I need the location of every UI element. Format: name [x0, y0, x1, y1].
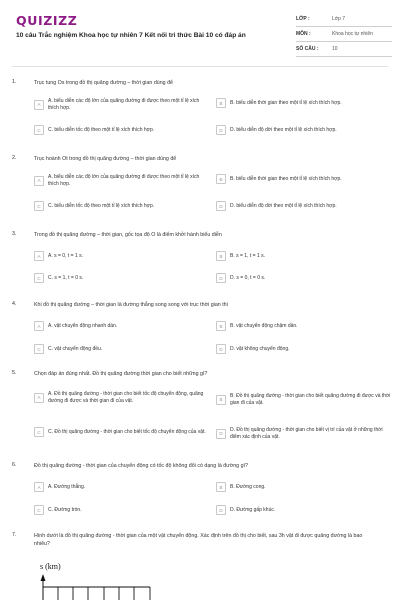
question-number: 4. [12, 301, 17, 307]
option-text: C. s = 1, t = 0 s. [48, 274, 84, 281]
question-number: 7. [12, 532, 17, 538]
distance-time-figure [26, 560, 166, 600]
option-key-box: A [34, 100, 44, 110]
option-b[interactable] [216, 174, 391, 184]
meta-value: Lớp 7 [332, 16, 346, 22]
option-key-box: D [216, 505, 226, 515]
question-text: Trục tung Os trong đồ thị quãng đường – thời gian dùng để [34, 80, 173, 86]
option-key-box: C [34, 273, 44, 283]
option-text: C. vật chuyển động đều. [48, 345, 103, 352]
option-key-box: A [34, 321, 44, 331]
y-axis-arrow [41, 574, 46, 581]
option-text: D. Đồ thị quãng đường - thời gian cho biết vị trí của vật ở những thời điểm xác định của vật. [230, 427, 383, 440]
option-key-box: D [216, 344, 226, 354]
option-text: D. s = 0, t = 0 s. [230, 274, 266, 281]
question-text: Trong đồ thị quãng đường – thời gian, gốc tọa độ O là điểm khởi hành biểu diễn [34, 232, 222, 238]
option-key-box: C [34, 201, 44, 211]
option-text: D. biểu diễn độ dời theo một tỉ lệ xích thích hợp. [230, 202, 337, 209]
option-key-box: B [216, 98, 226, 108]
option-key-box: D [216, 125, 226, 135]
option-d[interactable] [216, 505, 391, 515]
option-key-box: B [216, 482, 226, 492]
option-text: B. s = 1, t = 1 s. [230, 252, 266, 259]
option-text: A. biểu diễn các độ lớn của quãng đường đi được theo một tỉ lệ xích thích hợp. [48, 174, 200, 187]
option-key-box: A [34, 393, 44, 403]
option-c[interactable] [34, 505, 204, 515]
meta-row-class [296, 12, 392, 27]
question-number: 1. [12, 79, 17, 85]
question-text: Trục hoành Ot trong đồ thị quãng đường – thời gian dùng để [34, 156, 177, 162]
option-text: C. biểu diễn tốc độ theo một tỉ lệ xích thích hợp. [48, 126, 155, 133]
option-text: D. Đường gấp khúc. [230, 506, 276, 513]
option-d[interactable] [216, 201, 391, 211]
option-a[interactable] [34, 251, 204, 261]
question-number: 3. [12, 231, 17, 237]
option-b[interactable] [216, 482, 391, 492]
option-key-box: B [216, 251, 226, 261]
option-b[interactable] [216, 321, 391, 331]
option-key-box: A [34, 176, 44, 186]
meta-label: LỚP : [296, 16, 310, 22]
quizizz-logo: QUIZIZZ [16, 13, 78, 28]
question-text: Hình dưới là đồ thị quãng đường - thời gian của một vật chuyển động. Xác định trên đồ thị cho biết, sau 3h vật đi được quãng đường là bao nhiêu? [34, 533, 363, 547]
option-text: A. biểu diễn các độ lớn của quãng đường đi được theo một tỉ lệ xích thích hợp. [48, 98, 200, 111]
option-key-box: B [216, 174, 226, 184]
meta-row-subject [296, 27, 392, 42]
option-text: C. Đường tròn. [48, 506, 82, 513]
question-text: Khi đồ thị quãng đường – thời gian là đường thẳng song song với trục thời gian thì [34, 302, 229, 308]
option-a[interactable] [34, 391, 206, 404]
question-number: 5. [12, 370, 17, 376]
meta-row-count [296, 42, 392, 57]
meta-value: Khoa học tự nhiên [332, 31, 373, 37]
option-d[interactable] [216, 125, 391, 135]
question-number: 6. [12, 462, 17, 468]
option-text: B. Đồ thị quãng đường - thời gian cho biết quãng đường đi được và thời gian đi của vật. [230, 393, 391, 406]
option-key-box: D [216, 429, 226, 439]
question-text: Đồ thị quãng đường - thời gian của chuyển động có tốc độ không đổi có dạng là đường gì? [34, 463, 248, 469]
document-title: 10 câu Trắc nghiệm Khoa học tự nhiên 7 Kết nối tri thức Bài 10 có đáp án [16, 32, 246, 39]
option-key-box: C [34, 427, 44, 437]
option-a[interactable] [34, 321, 204, 331]
option-key-box: A [34, 251, 44, 261]
option-a[interactable] [34, 482, 204, 492]
option-text: B. Đường cong. [230, 483, 266, 490]
option-d[interactable] [216, 427, 391, 440]
meta-label: MÔN : [296, 31, 311, 37]
option-text: D. vật không chuyển động. [230, 345, 290, 352]
option-c[interactable] [34, 125, 204, 135]
option-a[interactable] [34, 98, 204, 111]
option-text: C. Đồ thị quãng đường - thời gian cho biết tốc độ chuyển động của vật. [48, 428, 206, 435]
header-divider [12, 66, 388, 67]
option-key-box: C [34, 344, 44, 354]
option-text: B. biểu diễn thời gian theo một tỉ lệ xích thích hợp. [230, 175, 342, 182]
meta-table [296, 12, 392, 57]
option-key-box: C [34, 505, 44, 515]
option-c[interactable] [34, 201, 204, 211]
option-key-box: D [216, 201, 226, 211]
option-b[interactable] [216, 251, 391, 261]
option-text: B. biểu diễn thời gian theo một tỉ lệ xích thích hợp. [230, 99, 342, 106]
option-key-box: D [216, 273, 226, 283]
option-c[interactable] [34, 273, 204, 283]
option-key-box: B [216, 321, 226, 331]
question-text: Chọn đáp án đúng nhất. Đồ thị quãng đường thời gian cho biết những gì? [34, 371, 208, 377]
option-d[interactable] [216, 273, 391, 283]
option-key-box: B [216, 395, 226, 405]
option-text: A. Đường thẳng. [48, 483, 86, 490]
option-a[interactable] [34, 174, 204, 187]
option-text: A. vật chuyển động nhanh dần. [48, 322, 118, 329]
option-key-box: C [34, 125, 44, 135]
option-text: A. Đồ thị quãng đường - thời gian cho biết tốc độ chuyển động, quãng đường đi được và thời gian đi của vật. [48, 391, 204, 404]
option-b[interactable] [216, 98, 391, 108]
meta-label: SỐ CÂU : [296, 46, 319, 52]
option-text: D. biểu diễn độ dời theo một tỉ lệ xích thích hợp. [230, 126, 337, 133]
figure-y-axis-label: s (km) [40, 562, 61, 571]
option-text: B. vật chuyển động chậm dần. [230, 322, 298, 329]
option-text: A. s = 0, t = 1 s. [48, 252, 84, 259]
option-key-box: A [34, 482, 44, 492]
question-number: 2. [12, 155, 17, 161]
document-header [0, 0, 400, 62]
option-c[interactable] [34, 344, 204, 354]
option-text: C. biểu diễn tốc độ theo một tỉ lệ xích thích hợp. [48, 202, 155, 209]
option-c[interactable] [34, 427, 206, 437]
option-d[interactable] [216, 344, 391, 354]
meta-value: 10 [332, 46, 338, 52]
option-b[interactable] [216, 393, 391, 406]
